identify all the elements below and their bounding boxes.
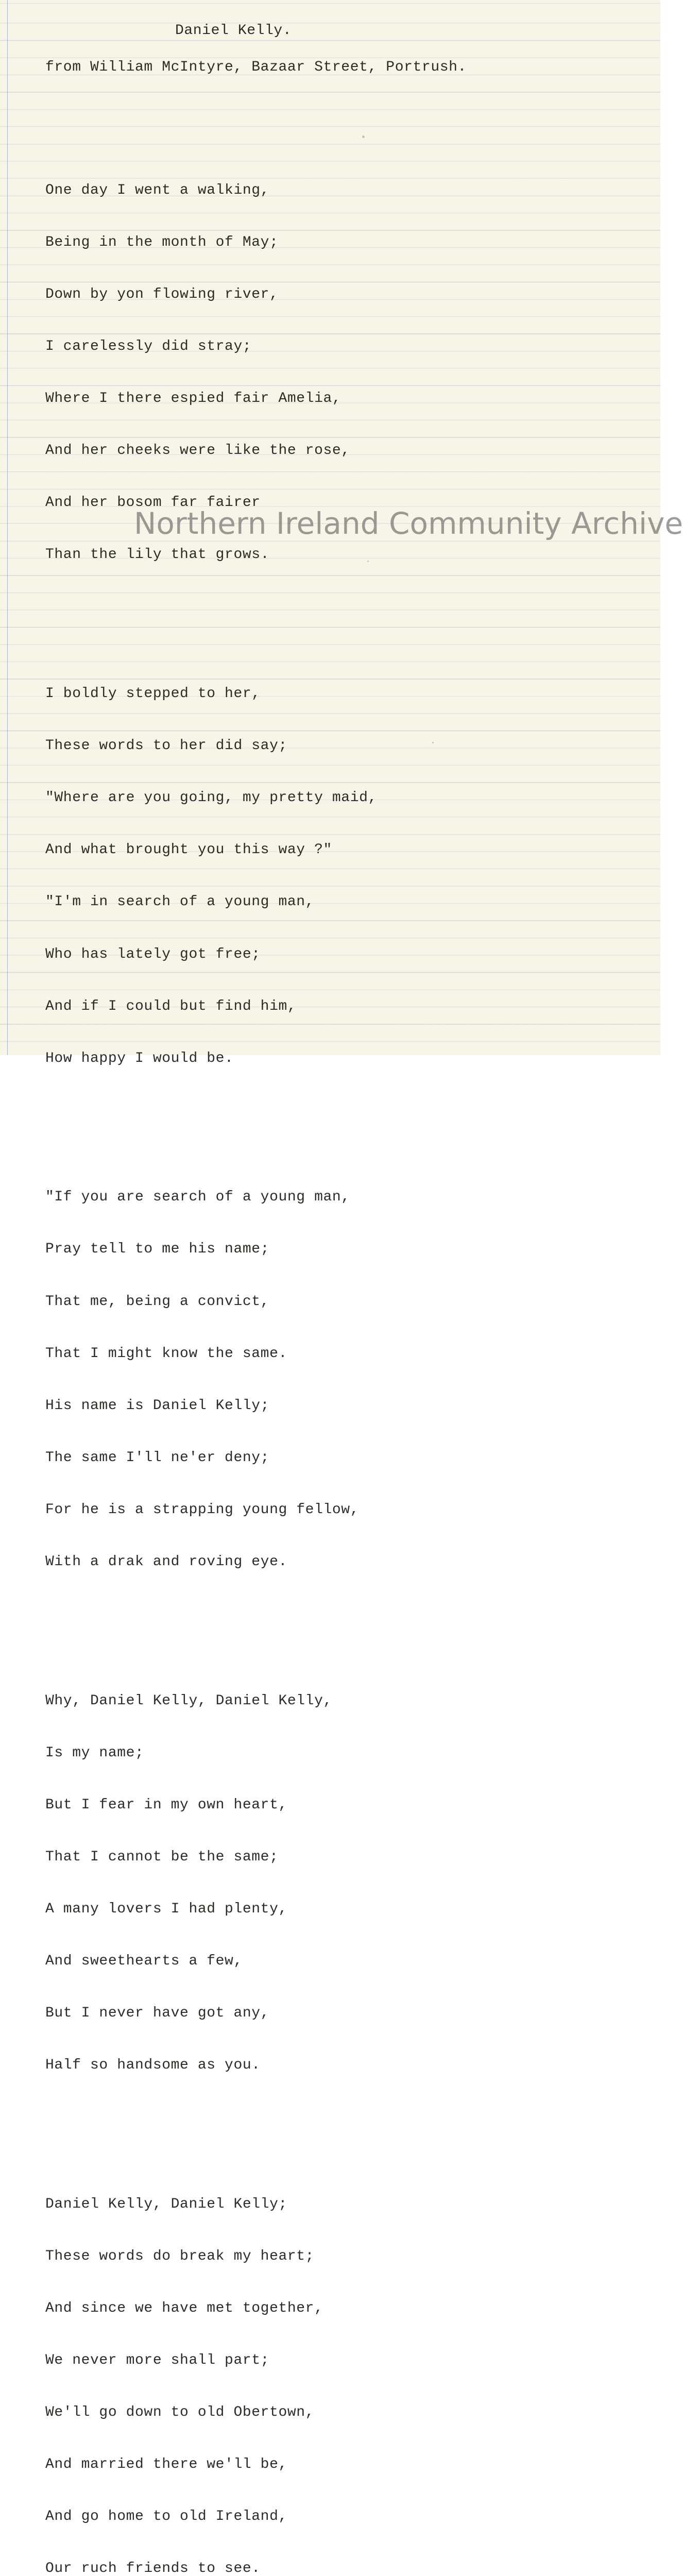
poem-line: We never more shall part;	[45, 2352, 270, 2369]
poem-line: But I never have got any,	[45, 2005, 270, 2022]
poem-line: How happy I would be.	[45, 1050, 234, 1066]
poem-line: But I fear in my own heart,	[45, 1797, 287, 1813]
margin-rule	[7, 0, 8, 1055]
poem-line: "If you are search of a young man,	[45, 1189, 350, 1206]
poem-line: Where I there espied fair Amelia,	[45, 391, 341, 407]
poem-line: Being in the month of May;	[45, 234, 279, 250]
poem-line: Our ruch friends to see.	[45, 2561, 261, 2576]
poem-line: And go home to old Ireland,	[45, 2509, 287, 2525]
poem-line: And married there we'll be,	[45, 2456, 287, 2473]
poem-line: The same I'll ne'er deny;	[45, 1449, 270, 1466]
poem-line: I carelessly did stray;	[45, 338, 252, 355]
poem-line: And if I could but find him,	[45, 998, 297, 1014]
poem-line: His name is Daniel Kelly;	[45, 1397, 270, 1414]
poem-line: "I'm in search of a young man,	[45, 894, 315, 910]
poem-line: That I cannot be the same;	[45, 1849, 279, 1865]
poem-line: A many lovers I had plenty,	[45, 1901, 287, 1917]
poem-line: These words do break my heart;	[45, 2248, 315, 2264]
stanza	[45, 651, 377, 1102]
poem-line: And her cheeks were like the rose,	[45, 443, 350, 459]
poem-line: And what brought you this way ?"	[45, 842, 332, 858]
poem-line: Daniel Kelly, Daniel Kelly;	[45, 2196, 287, 2212]
poem-line: Why, Daniel Kelly, Daniel Kelly,	[45, 1692, 332, 1709]
source-attribution: from William McIntyre, Bazaar Street, Portrush.	[45, 59, 467, 75]
song-title: Daniel Kelly.	[175, 23, 292, 39]
poem-line: These words to her did say;	[45, 738, 287, 754]
stanza	[45, 1657, 377, 2109]
poem-line: And sweethearts a few,	[45, 1953, 243, 1970]
poem-body	[45, 112, 377, 2576]
poem-line: And her bosom far fairer	[45, 495, 261, 511]
poem-line: For he is a strapping young fellow,	[45, 1501, 360, 1518]
stanza	[45, 2161, 377, 2576]
poem-line: Than the lily that grows.	[45, 547, 270, 563]
poem-line: I boldly stepped to her,	[45, 686, 261, 702]
poem-line: That I might know the same.	[45, 1345, 287, 1362]
poem-line: With a drak and roving eye.	[45, 1553, 287, 1570]
poem-line: Who has lately got free;	[45, 946, 261, 962]
poem-line: Half so handsome as you.	[45, 2057, 261, 2074]
poem-line: "Where are you going, my pretty maid,	[45, 790, 377, 806]
archive-watermark: Northern Ireland Community Archive	[134, 506, 683, 541]
poem-line: Is my name;	[45, 1744, 144, 1761]
poem-line: We'll go down to old Obertown,	[45, 2404, 315, 2421]
poem-line: One day I went a walking,	[45, 182, 270, 198]
poem-line: Down by yon flowing river,	[45, 286, 279, 302]
paper-speck	[367, 561, 369, 562]
poem-line: Pray tell to me his name;	[45, 1241, 270, 1258]
poem-line: That me, being a convict,	[45, 1293, 270, 1310]
paper-speck	[362, 135, 365, 138]
paper-speck	[432, 742, 434, 743]
stanza	[45, 1154, 377, 1605]
poem-line: And since we have met together,	[45, 2300, 323, 2316]
